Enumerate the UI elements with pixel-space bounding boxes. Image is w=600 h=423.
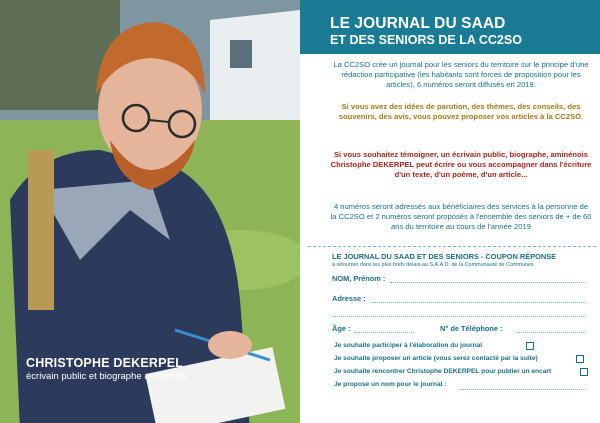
reply-coupon (308, 250, 594, 415)
page-subtitle: ET DES SENIORS DE LA CC2SO (330, 33, 522, 47)
option-participate-label: Je souhaite participer à l'élaboration du journal (334, 342, 483, 349)
option-meet-checkbox[interactable] (580, 368, 588, 376)
option-article-checkbox[interactable] (576, 355, 584, 363)
phone-field[interactable] (516, 332, 586, 333)
option-meet-label: Je souhaite rencontrer Christophe DEKERPEL pour publier un encart (334, 368, 552, 375)
option-participate-checkbox[interactable] (526, 342, 534, 350)
journal-name-field[interactable] (460, 389, 586, 390)
name-field[interactable] (390, 282, 586, 283)
page-title: LE JOURNAL DU SAAD (330, 15, 506, 32)
intro-paragraph: La CC2SO crée un journal pour les seniors du territoire sur le principe d'une rédaction participative (les habitants sont forces de proposition pour les articles), 6 numéros seront diffusés en 2019. (333, 60, 589, 89)
name-label: NOM, Prénom : (332, 274, 386, 283)
caption-name: CHRISTOPHE DEKERPEL (26, 356, 184, 370)
coupon-subtitle: à retourner dans les plus brefs délais au S.A.A.D. de la Communauté de Communes (332, 262, 534, 268)
address-field[interactable] (372, 302, 586, 303)
photo-caption (26, 356, 188, 382)
coupon-title: LE JOURNAL DU SAAD ET DES SENIORS - COUPON RÉPONSE (332, 252, 557, 261)
title-band (300, 0, 600, 54)
journal-panel (300, 0, 600, 423)
option-name-label: Je propose un nom pour le journal : (334, 381, 447, 388)
address-field-line2[interactable] (332, 316, 586, 317)
ideas-paragraph: Si vous avez des idées de parution, des thèmes, des conseils, des souvenirs, des avis, vous pouvez proposer vos articles à la CC2SO. (338, 102, 584, 121)
distribution-paragraph: 4 numéros seront adressés aux bénéficiaires des services à la personne de la CC2SO et 2 numéros seront proposés à l'ensemble des seniors de + de 60 ans du territoire au cours de l'année 2019 (330, 202, 592, 231)
phone-label: N° de Téléphone : (440, 324, 503, 333)
cut-line (308, 246, 596, 247)
address-label: Adresse : (332, 294, 366, 303)
age-field[interactable] (354, 332, 414, 333)
age-label: Âge : (332, 324, 351, 333)
caption-role: écrivain public et biographe aminénois (26, 371, 188, 382)
option-article-label: Je souhaite proposer un article (vous serez contacté par la suite) (334, 355, 538, 362)
testimony-paragraph: Si vous souhaitez témoigner, un écrivain public, biographe, aminénois Christophe DEKERPEL peut écrire ou vous accompagner dans l'écriture d'un texte, d'un poème, d'un article... (330, 150, 592, 179)
